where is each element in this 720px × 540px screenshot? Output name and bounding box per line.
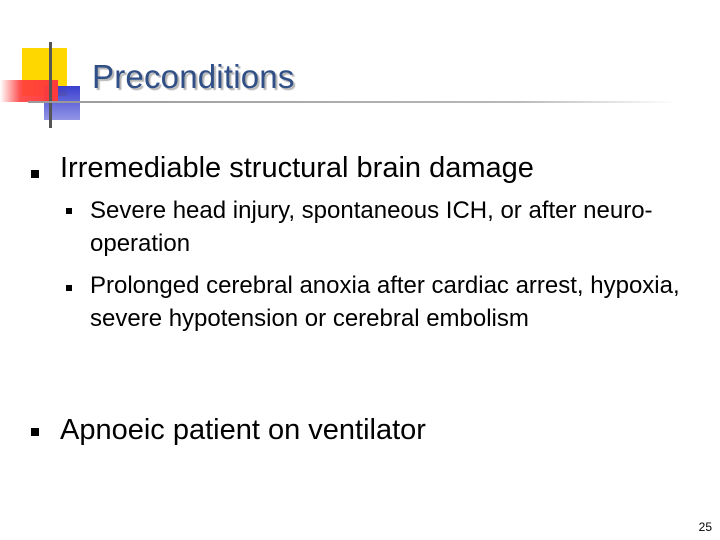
list-item-text: Apnoeic patient on ventilator xyxy=(60,414,426,446)
bullet-icon xyxy=(31,170,39,178)
slide-title: Preconditions xyxy=(92,58,295,95)
sub-bullet-icon xyxy=(66,208,72,214)
horizontal-rule xyxy=(28,101,678,103)
sub-list-item-text: Severe head injury, spontaneous ICH, or after neuro-operation xyxy=(90,197,653,257)
list-item-text: Irremediable structural brain damage xyxy=(60,152,534,184)
vertical-rule xyxy=(49,42,52,128)
sub-bullet-icon xyxy=(66,285,72,291)
sub-list-item-text: Prolonged cerebral anoxia after cardiac arrest, hypoxia, severe hypotension or cerebral embolism xyxy=(90,272,680,332)
page-number: 25 xyxy=(698,520,712,534)
bullet-icon xyxy=(31,428,39,436)
